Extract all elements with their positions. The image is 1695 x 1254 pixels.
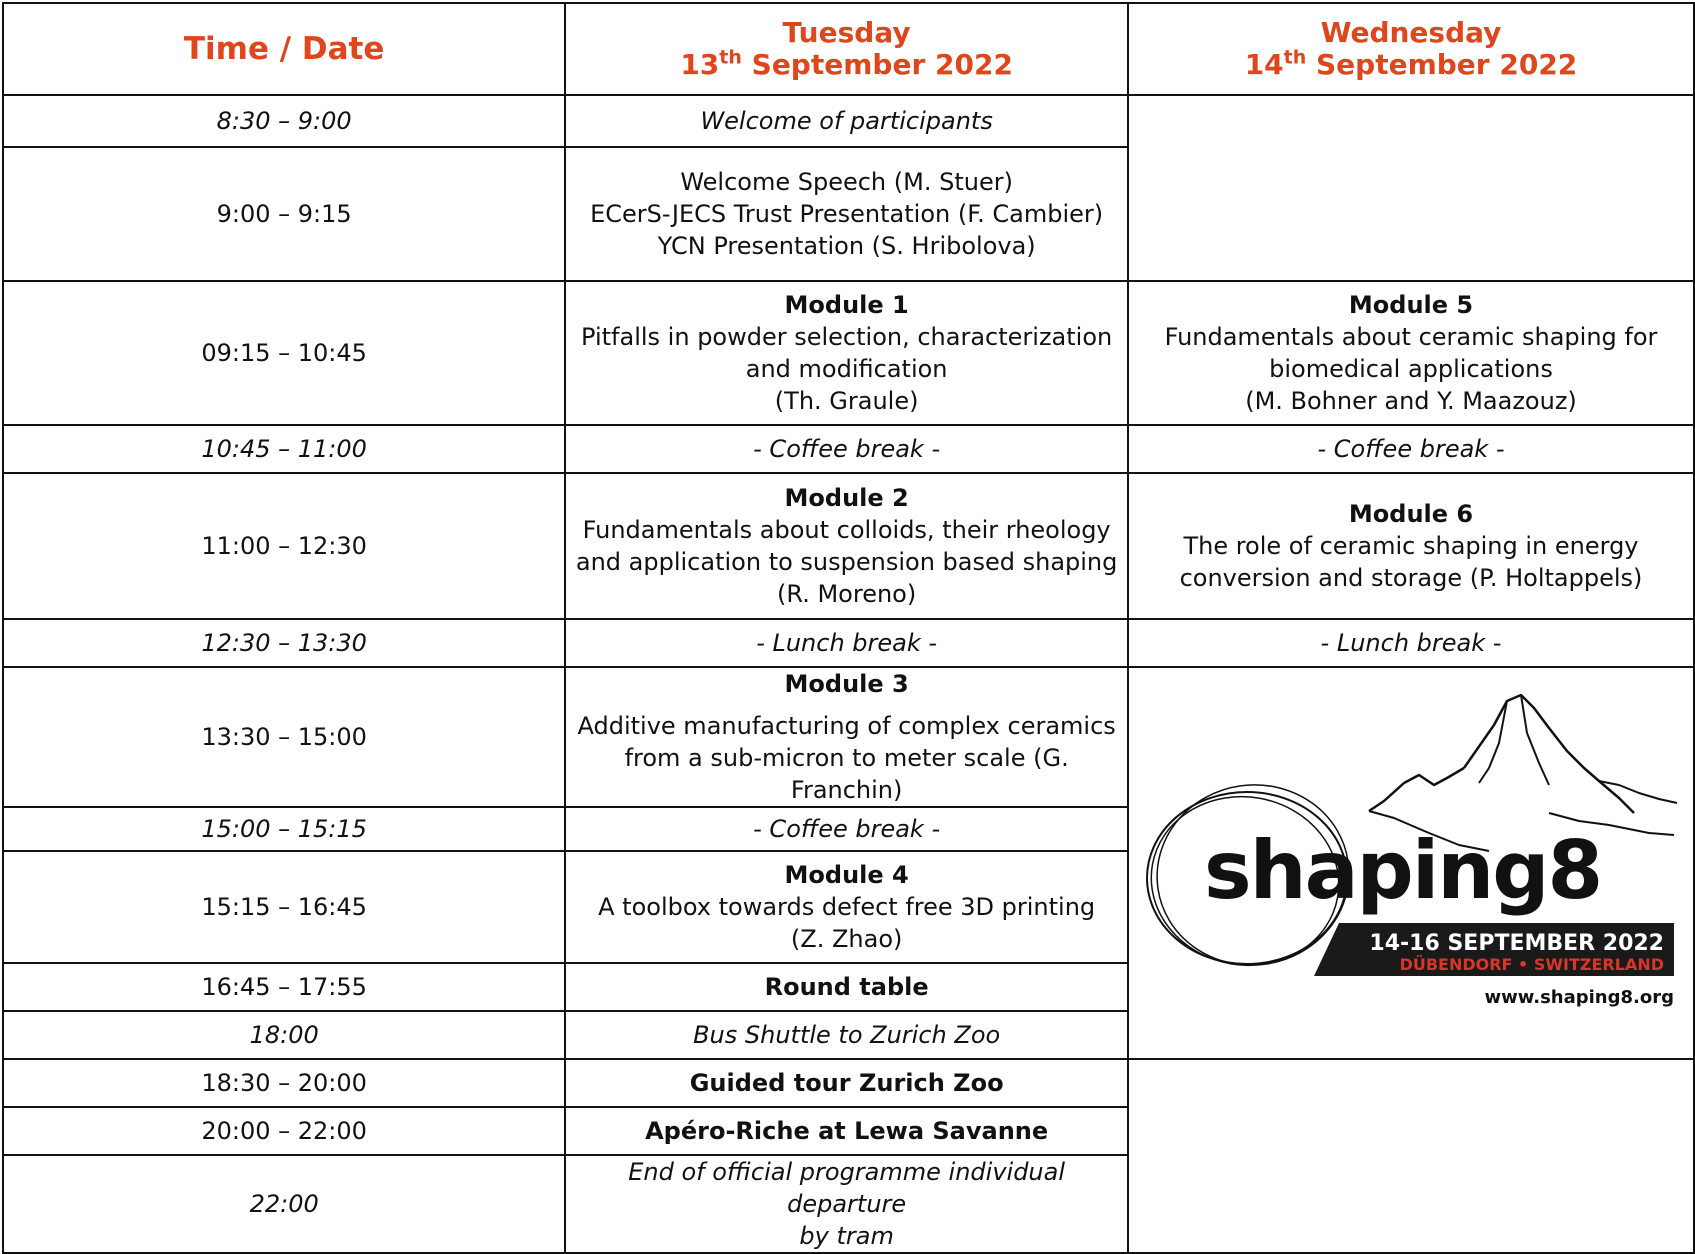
module-title: Module 1 [784,291,909,319]
logo-place: DÜBENDORF • SWITZERLAND [1399,955,1664,974]
time-cell: 12:30 – 13:30 [3,619,565,667]
time-cell: 9:00 – 9:15 [3,147,565,281]
time-cell: 09:15 – 10:45 [3,281,565,425]
module-6-cell: Module 6 The role of ceramic shaping in energy conversion and storage (P. Holtappels) [1128,473,1694,619]
session-cell: Guided tour Zurich Zoo [565,1059,1128,1107]
module-title: Module 4 [784,861,909,889]
module-4-cell: Module 4 A toolbox towards defect free 3D printing (Z. Zhao) [565,851,1128,963]
time-cell: 18:00 [3,1011,565,1059]
session-cell: Bus Shuttle to Zurich Zoo [565,1011,1128,1059]
wednesday-day: Wednesday [1320,16,1502,49]
module-title: Module 3 [784,670,909,698]
module-1-cell: Module 1 Pitfalls in powder selection, characterization and modification (Th. Graule) [565,281,1128,425]
break-cell: - Coffee break - [565,425,1128,473]
module-3-cell: Module 3 Additive manufacturing of complex ceramics from a sub-micron to meter scale (G. Franchin) [565,667,1128,807]
table-row [3,281,1694,425]
wednesday-empty-cell [1128,95,1694,281]
time-cell: 16:45 – 17:55 [3,963,565,1011]
time-cell: 15:00 – 15:15 [3,807,565,851]
break-cell: - Lunch break - [1128,619,1694,667]
time-cell: 13:30 – 15:00 [3,667,565,807]
module-title: Module 5 [1348,291,1474,319]
table-row [3,473,1694,619]
time-cell: 18:30 – 20:00 [3,1059,565,1107]
schedule-table [2,2,1695,1254]
tuesday-header [565,3,1128,95]
mountain-logo-graphic [1129,673,1693,1053]
time-date-header: Time / Date [3,3,565,95]
module-5-cell: Module 5 Fundamentals about ceramic shaping for biomedical applications (M. Bohner and Y. Maazouz) [1128,281,1694,425]
session-cell: Round table [565,963,1128,1011]
time-cell: 10:45 – 11:00 [3,425,565,473]
session-cell: Welcome of participants [565,95,1128,147]
session-cell: Apéro-Riche at Lewa Savanne [565,1107,1128,1155]
logo-url: www.shaping8.org [1484,987,1674,1008]
table-row [3,425,1694,473]
table-row [3,667,1694,807]
table-row [3,619,1694,667]
tuesday-date: 13th September 2022 [680,46,1013,81]
module-2-cell: Module 2 Fundamentals about colloids, their rheology and application to suspension based shaping (R. Moreno) [565,473,1128,619]
time-cell: 22:00 [3,1155,565,1253]
logo-cell [1128,667,1694,1059]
break-cell: - Coffee break - [565,807,1128,851]
time-cell: 8:30 – 9:00 [3,95,565,147]
logo-wordmark: shaping8 [1203,824,1602,917]
time-cell: 15:15 – 16:45 [3,851,565,963]
table-row [3,95,1694,147]
module-title: Module 2 [784,484,909,512]
break-cell: - Coffee break - [1128,425,1694,473]
header-row [3,3,1694,95]
time-cell: 20:00 – 22:00 [3,1107,565,1155]
wednesday-empty-cell [1128,1059,1694,1253]
session-cell: Welcome Speech (M. Stuer) ECerS-JECS Trust Presentation (F. Cambier) YCN Presentation (S. Hribolova) [565,147,1128,281]
session-cell: End of official programme individual departure by tram [565,1155,1128,1253]
logo-dates: 14-16 SEPTEMBER 2022 [1369,931,1664,956]
wednesday-header [1128,3,1694,95]
tuesday-day: Tuesday [782,16,911,49]
shaping8-logo [1129,673,1693,1053]
time-cell: 11:00 – 12:30 [3,473,565,619]
wednesday-date: 14th September 2022 [1244,46,1578,81]
module-title: Module 6 [1348,500,1474,528]
break-cell: - Lunch break - [565,619,1128,667]
table-row [3,1059,1694,1107]
